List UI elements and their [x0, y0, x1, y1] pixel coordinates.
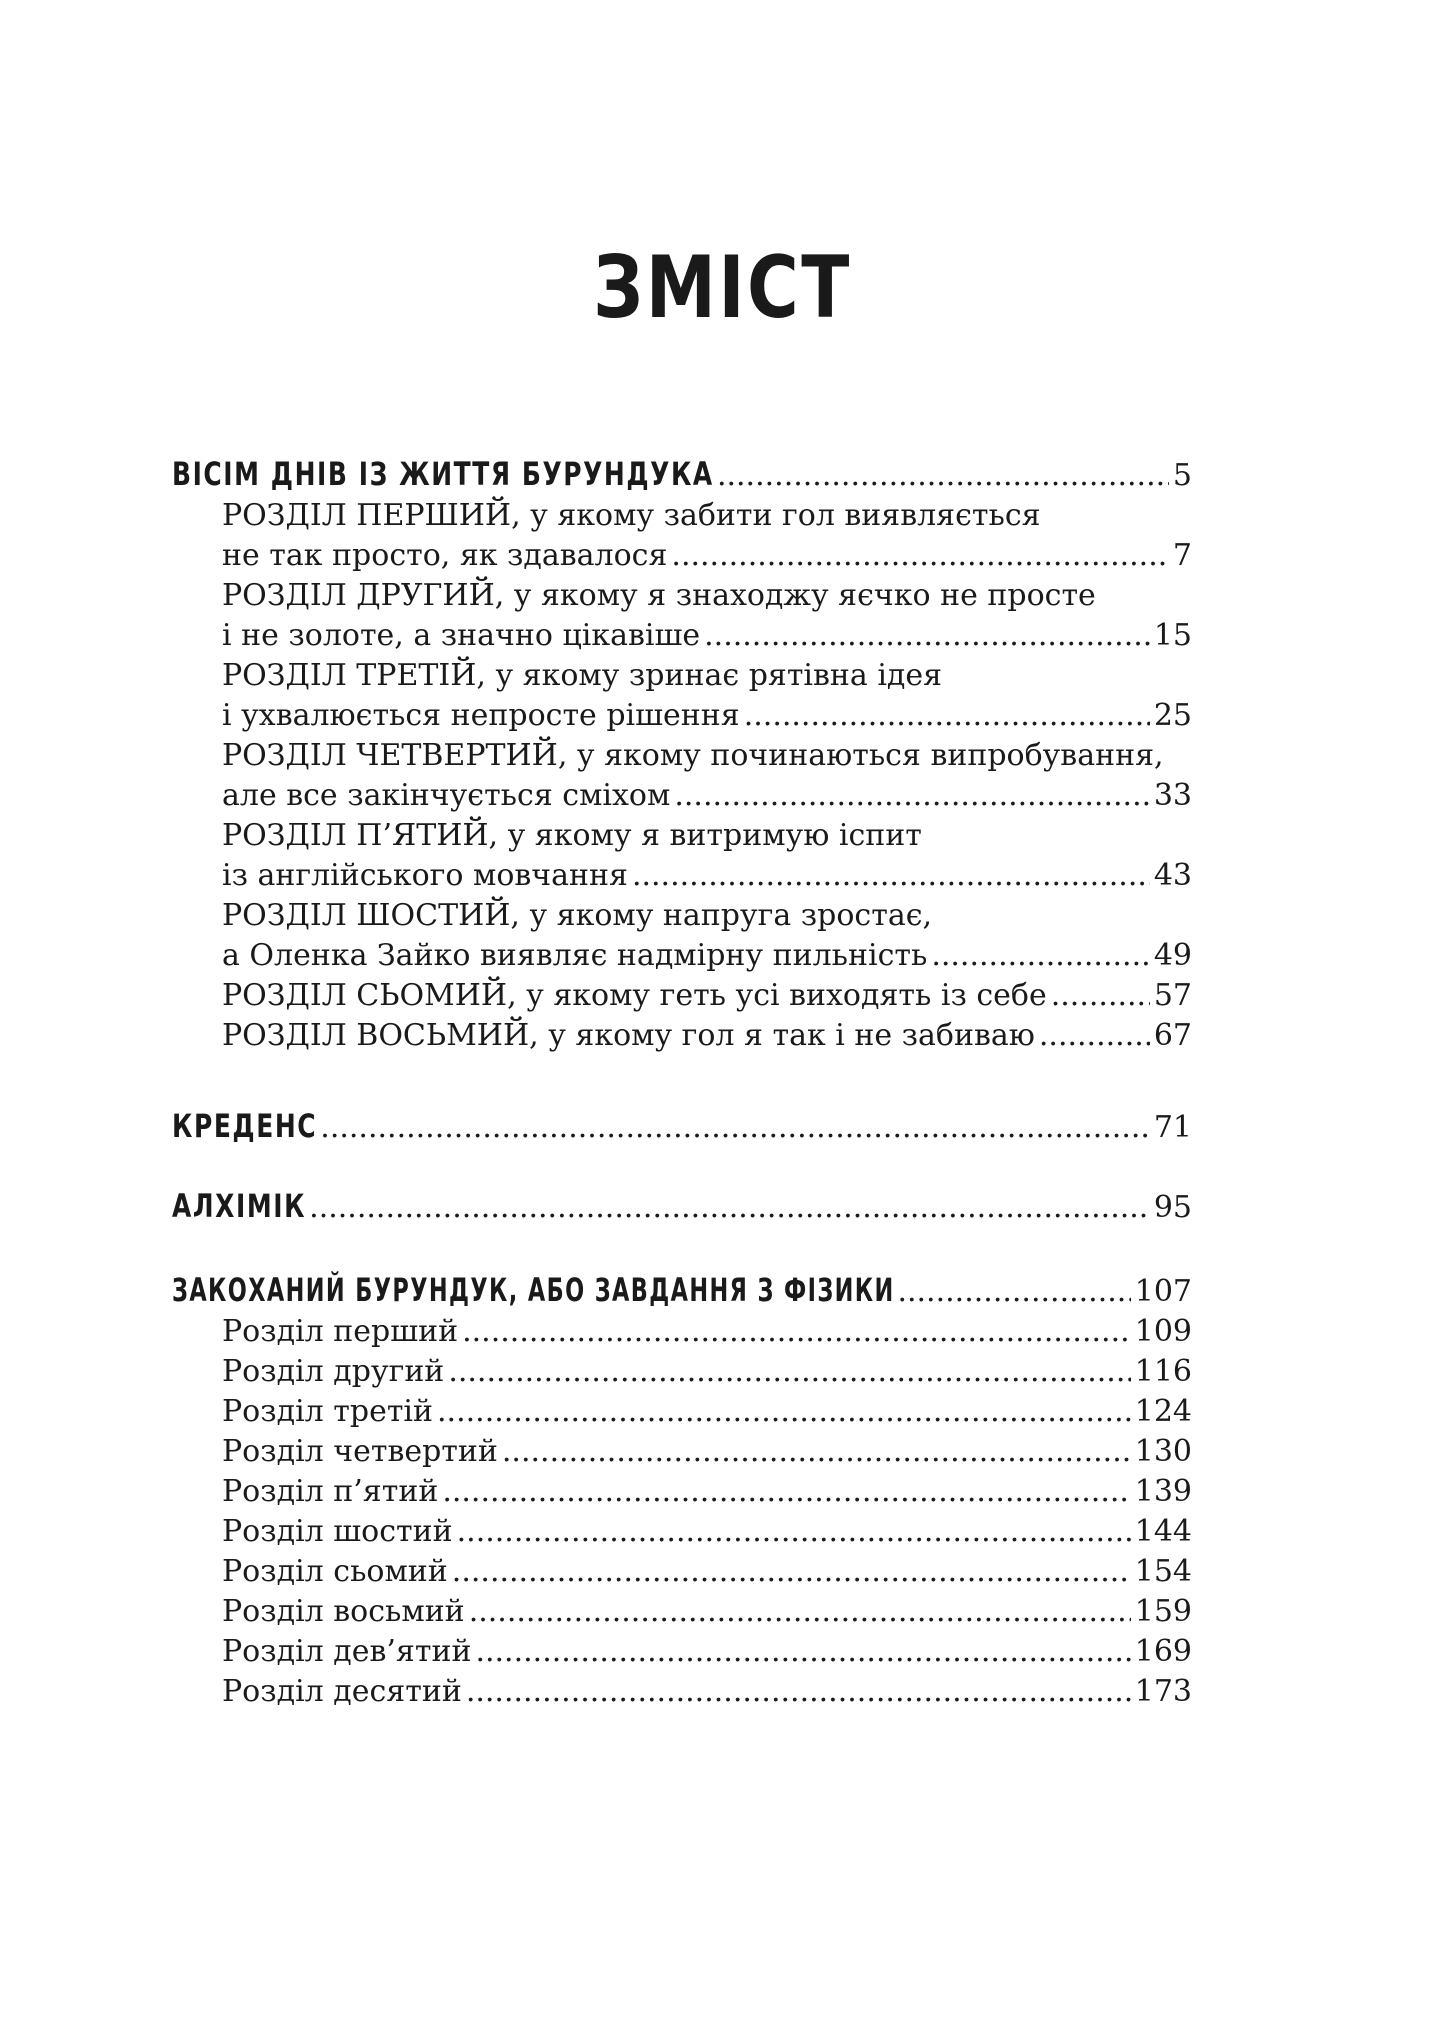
toc-chapter-entry[interactable]	[222, 856, 1192, 896]
toc-chapter-entry[interactable]	[222, 1352, 1192, 1392]
dot-leader	[442, 1472, 1130, 1512]
toc-section-entry[interactable]	[172, 452, 1192, 496]
chapter-title-line1: РОЗДІЛ ДРУГИЙ, у якому я знаходжу яєчко не просте	[222, 578, 1096, 613]
dot-leader	[632, 856, 1150, 896]
toc-chapter-entry[interactable]	[222, 1392, 1192, 1432]
section-title: ЗАКОХАНИЙ БУРУНДУК, АБО ЗАВДАННЯ З ФІЗИКИ	[172, 1271, 895, 1309]
toc-chapter-entry[interactable]	[222, 1472, 1192, 1512]
toc-chapter-entry[interactable]	[222, 1672, 1192, 1712]
page-number: 57	[1153, 978, 1192, 1013]
dot-leader	[931, 936, 1150, 976]
toc-chapter-entry[interactable]	[222, 976, 1192, 1016]
chapter-title: Розділ четвертий	[222, 1434, 498, 1469]
chapter-title: РОЗДІЛ СЬОМИЙ, у якому геть усі виходять із себе	[222, 978, 1047, 1013]
toc-chapter-entry[interactable]	[222, 696, 1192, 736]
page-number: 154	[1134, 1554, 1192, 1589]
chapter-title: Розділ другий	[222, 1354, 445, 1389]
page-number: 116	[1134, 1354, 1192, 1389]
page-number: 15	[1153, 618, 1192, 653]
toc-section-entry[interactable]	[172, 1184, 1192, 1228]
toc-chapter-entry[interactable]	[222, 1512, 1192, 1552]
chapter-title-line1: РОЗДІЛ П’ЯТИЙ, у якому я витримую іспит	[222, 818, 922, 853]
toc-chapter-entry[interactable]	[222, 776, 1192, 816]
toc-chapter-entry[interactable]	[222, 1632, 1192, 1672]
chapter-title-line2: але все закінчується сміхом	[222, 778, 671, 813]
page-number: 71	[1153, 1110, 1192, 1145]
toc-chapter-entry[interactable]	[222, 1552, 1192, 1592]
toc-chapter-entry[interactable]	[222, 1016, 1192, 1056]
page-number: 25	[1153, 698, 1192, 733]
page-number: 109	[1134, 1314, 1192, 1349]
toc-chapter-entry[interactable]	[222, 936, 1192, 976]
chapter-title-line2: і ухвалюється непросте рішення	[222, 698, 740, 733]
page-number: 43	[1153, 858, 1192, 893]
dot-leader	[671, 536, 1169, 576]
dot-leader	[744, 696, 1150, 736]
chapter-title-line2: не так просто, як здавалося	[222, 538, 668, 573]
toc-chapter-entry[interactable]	[222, 1592, 1192, 1632]
dot-leader	[437, 1392, 1131, 1432]
dot-leader	[469, 1592, 1131, 1632]
chapter-title: Розділ десятий	[222, 1674, 462, 1709]
toc-chapter-line[interactable]	[222, 816, 1192, 856]
dot-leader	[466, 1672, 1131, 1712]
section-title: АЛХІМІК	[172, 1187, 307, 1225]
page-number: 169	[1134, 1634, 1192, 1669]
dot-leader	[457, 1512, 1131, 1552]
dot-leader	[1039, 1016, 1150, 1056]
toc-chapter-entry[interactable]	[222, 1432, 1192, 1472]
dot-leader	[704, 616, 1150, 656]
section-title: КРЕДЕНС	[172, 1107, 318, 1145]
chapter-title: Розділ сьомий	[222, 1554, 448, 1589]
page-number: 67	[1153, 1018, 1192, 1053]
page-number: 144	[1134, 1514, 1192, 1549]
chapter-title-line1: РОЗДІЛ ШОСТИЙ, у якому напруга зростає,	[222, 898, 933, 933]
toc-chapter-line[interactable]	[222, 656, 1192, 696]
page-number: 159	[1134, 1594, 1192, 1629]
chapter-title: Розділ восьмий	[222, 1594, 465, 1629]
page-number: 7	[1172, 538, 1192, 573]
dot-leader	[309, 1186, 1150, 1228]
chapter-title: Розділ перший	[222, 1314, 459, 1349]
page-number: 95	[1153, 1190, 1192, 1225]
chapter-title-line2: а Оленка Зайко виявляє надмірну пильність	[222, 938, 928, 973]
chapter-title-line1: РОЗДІЛ ЧЕТВЕРТИЙ, у якому починаються випробування,	[222, 738, 1164, 773]
table-of-contents	[172, 0, 1192, 2021]
chapter-title: Розділ дев’ятий	[222, 1634, 472, 1669]
dot-leader	[462, 1312, 1131, 1352]
toc-chapter-line[interactable]	[222, 896, 1192, 936]
chapter-title: Розділ п’ятий	[222, 1474, 439, 1509]
page-number: 107	[1134, 1274, 1192, 1309]
dot-leader	[452, 1552, 1131, 1592]
page-title: ЗМІСТ	[593, 238, 852, 338]
page-number: 130	[1134, 1434, 1192, 1469]
chapter-title-line1: РОЗДІЛ ПЕРШИЙ, у якому забити гол виявляється	[222, 498, 1041, 533]
dot-leader	[1051, 976, 1150, 1016]
chapter-title: Розділ шостий	[222, 1514, 453, 1549]
toc-section-entry[interactable]	[172, 1268, 1192, 1312]
section-title: ВІСІМ ДНІВ ІЗ ЖИТТЯ БУРУНДУКА	[172, 455, 714, 493]
chapter-title-line2: із англійського мовчання	[222, 858, 628, 893]
toc-chapter-line[interactable]	[222, 576, 1192, 616]
dot-leader	[320, 1106, 1150, 1148]
dot-leader	[674, 776, 1149, 816]
dot-leader	[448, 1352, 1130, 1392]
dot-leader	[475, 1632, 1130, 1672]
chapter-title: Розділ третій	[222, 1394, 434, 1429]
chapter-title-line1: РОЗДІЛ ТРЕТІЙ, у якому зринає рятівна ідея	[222, 658, 943, 693]
page-number: 33	[1153, 778, 1192, 813]
dot-leader	[897, 1270, 1130, 1312]
toc-chapter-line[interactable]	[222, 736, 1192, 776]
toc-chapter-line[interactable]	[222, 496, 1192, 536]
toc-chapter-entry[interactable]	[222, 616, 1192, 656]
page-number: 5	[1172, 458, 1192, 493]
chapter-title: РОЗДІЛ ВОСЬМИЙ, у якому гол я так і не забиваю	[222, 1018, 1035, 1053]
dot-leader	[502, 1432, 1131, 1472]
page-number: 139	[1134, 1474, 1192, 1509]
page-number: 173	[1134, 1674, 1192, 1709]
chapter-title-line2: і не золоте, а значно цікавіше	[222, 618, 701, 653]
toc-chapter-entry[interactable]	[222, 536, 1192, 576]
page-number: 49	[1153, 938, 1192, 973]
page-number: 124	[1134, 1394, 1192, 1429]
toc-chapter-entry[interactable]	[222, 1312, 1192, 1352]
toc-section-entry[interactable]	[172, 1104, 1192, 1148]
dot-leader	[717, 454, 1169, 496]
